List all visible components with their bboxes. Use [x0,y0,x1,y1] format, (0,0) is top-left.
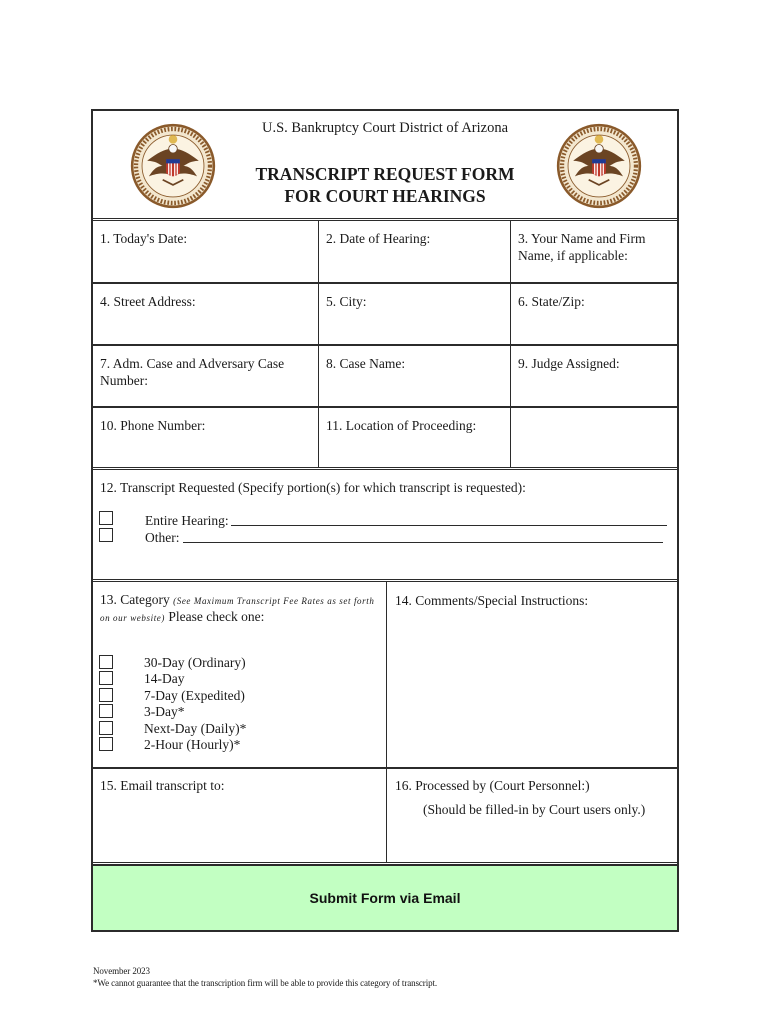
processed-by-label: 16. Processed by (Court Personnel:) [395,778,590,793]
todays-date-field[interactable] [93,221,319,282]
category-checkbox-7day[interactable] [99,688,113,702]
comments-label: 14. Comments/Special Instructions: [395,593,589,608]
form-header [93,111,677,221]
case-name-label: 8. Case Name: [326,356,406,371]
field-row-4 [93,408,677,470]
form-title-line1: TRANSCRIPT REQUEST FORM [255,164,515,184]
email-transcript-field[interactable] [93,769,387,862]
category-checkbox-14day[interactable] [99,671,113,685]
case-number-label: 7. Adm. Case and Adversary Case Number: [100,356,285,388]
processed-by-field[interactable] [387,769,677,862]
category-option-30day: 30-Day (Ordinary) [144,655,246,670]
category-checkbox-2hour[interactable] [99,737,113,751]
category-checkbox-nextday[interactable] [99,721,113,735]
field-row-3 [93,346,677,408]
court-name: U.S. Bankruptcy Court District of Arizona [261,120,509,136]
empty-cell [511,408,677,467]
judge-assigned-field[interactable] [511,346,677,406]
hearing-date-field[interactable] [319,221,511,282]
submit-form-label: Submit Form via Email [309,890,461,906]
city-field[interactable] [319,284,511,344]
category-label: 13. Category [100,592,170,607]
processed-by-note: (Should be filled-in by Court users only.) [423,802,646,817]
judge-assigned-label: 9. Judge Assigned: [518,356,620,371]
name-firm-field[interactable] [511,221,677,282]
location-field[interactable] [319,408,511,467]
street-address-field[interactable] [93,284,319,344]
hearing-date-label: 2. Date of Hearing: [326,231,431,246]
category-option-2hour: 2-Hour (Hourly)* [144,737,241,752]
field-row-1 [93,221,677,284]
location-label: 11. Location of Proceeding: [326,418,477,433]
other-input[interactable] [183,542,663,543]
submit-form-button[interactable] [93,865,677,930]
transcript-requested-label: 12. Transcript Requested (Specify portion(s) for which transcript is requested): [100,480,526,495]
form-title-line2: FOR COURT HEARINGS [284,186,486,206]
case-name-field[interactable] [319,346,511,406]
transcript-requested-section [93,470,677,582]
form-title [93,163,677,207]
todays-date-label: 1. Today's Date: [100,231,188,246]
street-address-label: 4. Street Address: [100,294,196,309]
footer-date: November 2023 [93,966,150,976]
other-checkbox[interactable] [99,528,113,542]
entire-hearing-input[interactable] [231,525,667,526]
phone-number-label: 10. Phone Number: [100,418,206,433]
transcript-request-form [91,109,679,932]
category-comments-section [93,582,677,769]
category-cell [93,582,387,767]
entire-hearing-checkbox[interactable] [99,511,113,525]
category-checkbox-30day[interactable] [99,655,113,669]
state-zip-field[interactable] [511,284,677,344]
category-checkbox-3day[interactable] [99,704,113,718]
city-label: 5. City: [326,294,367,309]
name-firm-label: 3. Your Name and Firm Name, if applicable: [518,231,646,263]
entire-hearing-label: Entire Hearing: [145,513,229,528]
footer [93,965,437,989]
state-zip-label: 6. State/Zip: [518,294,585,309]
category-option-nextday: Next-Day (Daily)* [144,721,247,736]
case-number-field[interactable] [93,346,319,406]
category-option-14day: 14-Day [144,671,185,686]
email-transcript-label: 15. Email transcript to: [100,778,225,793]
field-row-2 [93,284,677,346]
phone-number-field[interactable] [93,408,319,467]
category-note: (See Maximum Transcript Fee Rates as set forth on our website) [100,596,375,623]
category-instruction: Please check one: [168,609,265,624]
category-option-7day: 7-Day (Expedited) [144,688,245,703]
category-option-3day: 3-Day* [144,704,185,719]
comments-field[interactable] [387,582,677,767]
other-label: Other: [145,530,180,545]
email-processed-section [93,769,677,865]
footer-disclaimer: *We cannot guarantee that the transcription firm will be able to provide this category of transcript. [93,978,438,988]
